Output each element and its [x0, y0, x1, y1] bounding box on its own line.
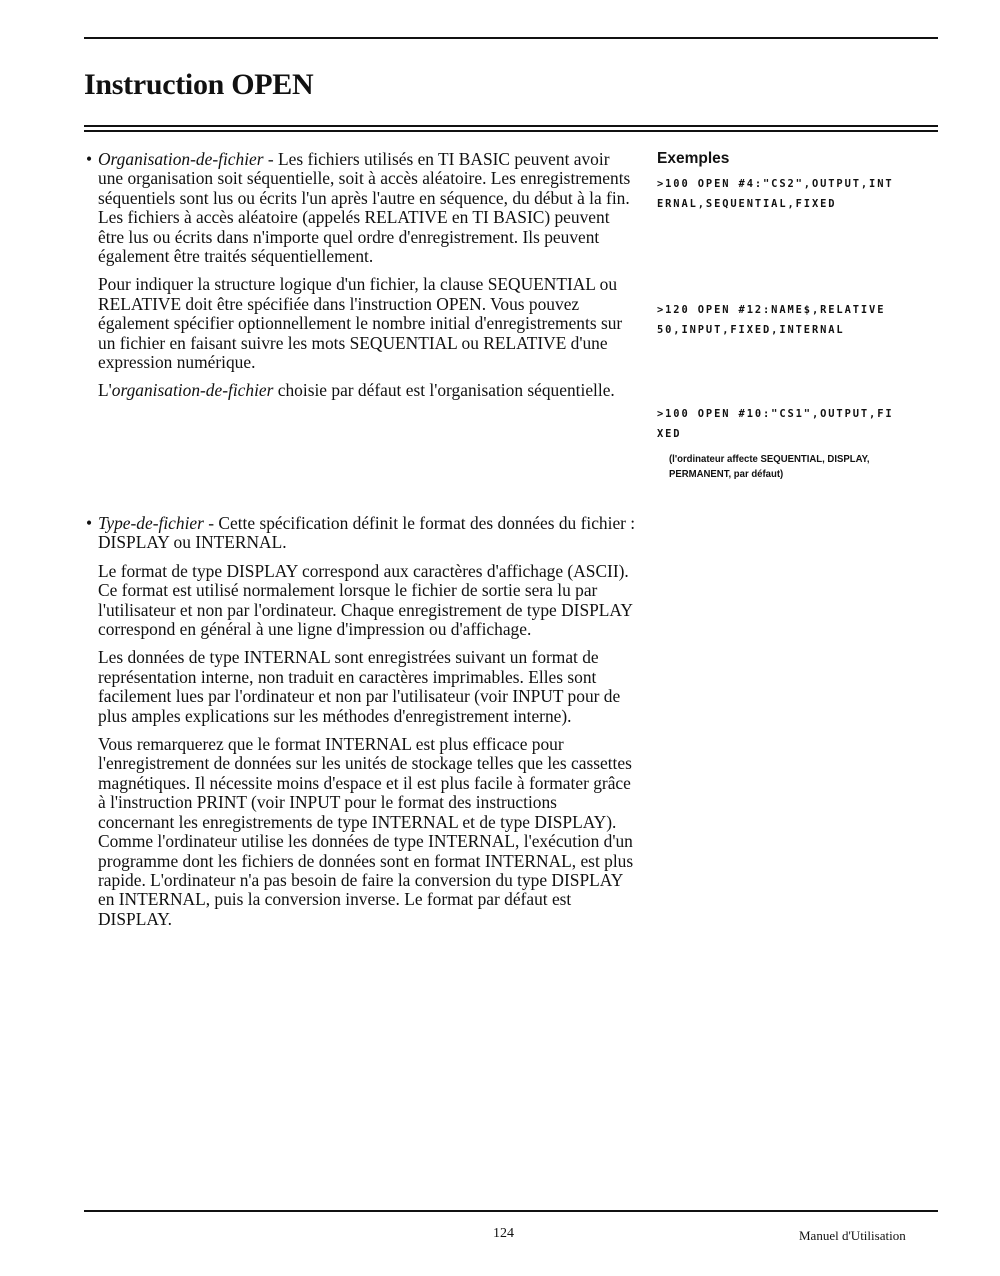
- organisation-paragraph-2: Pour indiquer la structure logique d'un fichier, la clause SEQUENTIAL ou RELATIVE doit être spécifiée dans l'instruction OPEN. Vous pouvez également spécifier optionnellement le nombre initial d'enregistrements sur un fichier en faisant suivre les mots SEQUENTIAL ou RELATIVE d'une expression numérique.: [98, 274, 623, 373]
- code-example-1: >100 OPEN #4:"CS2",OUTPUT,INT ERNAL,SEQUENTIAL,FIXED: [657, 178, 894, 210]
- organisation-term: Organisation-de-fichier: [98, 149, 264, 169]
- code-example-2: >120 OPEN #12:NAME$,RELATIVE 50,INPUT,FIXED,INTERNAL: [657, 304, 886, 336]
- examples-heading: Exemples: [657, 150, 730, 167]
- title-rule-lower: [84, 130, 938, 132]
- organisation-intro-text: - Les fichiers utilisés en TI BASIC peuvent avoir une organisation soit séquentielle, soit à accès aléatoire. Les enregistrements séquentiels sont lus ou écrits l'un après l'autre en séquence, du début à la fin. Les fichiers à accès aléatoire (appelés RELATIVE en TI BASIC) peuvent être lus ou écrits dans n'importe quel ordre d'enregistrement. Ils peuvent également être traités séquentiellement.: [98, 149, 631, 267]
- type-section: [86, 514, 636, 938]
- code-example-note: (l'ordinateur affecte SEQUENTIAL, DISPLAY, PERMANENT, par défaut): [669, 454, 870, 480]
- organisation-para3-term: organisation-de-fichier: [111, 380, 274, 401]
- organisation-paragraph-3: [98, 381, 636, 400]
- type-paragraph-4: Vous remarquerez que le format INTERNAL est plus efficace pour l'enregistrement de données sur les unités de stockage telles que les cassettes magnétiques. Il nécessite moins d'espace et il est plus facile à formater grâce à l'instruction PRINT (voir INPUT pour le format des instructions concernant les enregistrements de type INTERNAL et de type DISPLAY). Comme l'ordinateur utilise les données de type INTERNAL, l'exécution d'un programme dont les fichiers de données sont en format INTERNAL, est plus rapide. L'ordinateur n'a pas besoin de faire la conversion du type DISPLAY en INTERNAL, puis la conversion inverse. Le format par défaut est DISPLAY.: [98, 734, 634, 929]
- manual-name: Manuel d'Utilisation: [799, 1228, 906, 1243]
- type-term: Type-de-fichier: [98, 513, 204, 533]
- bullet-icon: •: [86, 513, 93, 533]
- organisation-section: [86, 150, 636, 410]
- page-number: 124: [493, 1226, 514, 1241]
- type-paragraph-2: Le format de type DISPLAY correspond aux caractères d'affichage (ASCII). Ce format est utilisé normalement lorsque le fichier de sortie sera lu par l'utilisateur et non par l'ordinateur. Chaque enregistrement de type DISPLAY correspond en général à une ligne d'impression ou d'affichage.: [98, 560, 633, 640]
- title-rule-upper: [84, 125, 938, 127]
- organisation-para3-prefix: L': [98, 380, 112, 401]
- top-rule: [84, 37, 938, 39]
- page-title: Instruction OPEN: [84, 68, 314, 101]
- type-paragraph-3: Les données de type INTERNAL sont enregistrées suivant un format de représentation interne, non traduit en caractères imprimables. Elles sont facilement lues par l'ordinateur et non par l'utilisateur (voir INPUT pour de plus amples explications sur les méthodes d'enregistrement interne).: [98, 647, 621, 726]
- organisation-para3-rest: choisie par défaut est l'organisation séquentielle.: [273, 380, 615, 401]
- bullet-icon: •: [86, 149, 93, 169]
- organisation-intro: [86, 150, 636, 266]
- footer-rule: [84, 1210, 938, 1212]
- type-intro-text: - Cette spécification définit le format des données du fichier : DISPLAY ou INTERNAL.: [98, 513, 636, 553]
- code-example-3: >100 OPEN #10:"CS1",OUTPUT,FI XED: [657, 408, 894, 440]
- type-intro: [86, 514, 636, 553]
